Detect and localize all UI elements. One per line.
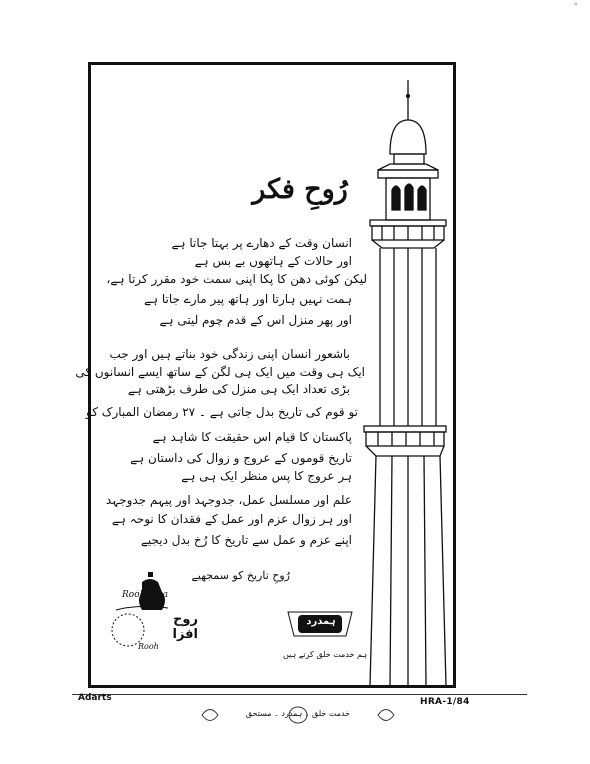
poem-line: ہمت نہیں ہارتا اور ہاتھ پیر مارے جاتا ہے [143,292,352,306]
ad-code: HRA-1/84 [420,697,470,707]
rooh-afza-script-text: Rooh Afza [122,590,169,600]
closing-line: رُوحِ تاریخ کو سمجھیے [191,569,290,582]
poem-line: ایک ہی وقت میں ایک ہی لگن کے ساتھ ایسے انسانوں کی [75,365,365,379]
minaret-illustration [360,78,450,686]
poem-line: لیکن کوئی دھن کا پکا اپنی سمت خود مقرر کرتا ہے، [106,272,367,286]
hamdard-tagline: ہم خدمت خلق کرتے ہیں [282,650,368,659]
footer-rule [72,694,527,695]
poem-line: اور حالات کے ہاتھوں بے بس ہے [194,254,352,268]
poem-line: ہر عروج کا پس منظر ایک ہی ہے [181,469,352,483]
poem-line: باشعور انسان اپنی زندگی خود بناتے ہیں اور جب [109,347,350,361]
agency-credit: Adarts [78,693,112,703]
poem-line: تاریخ قوموں کے عروج و زوال کی داستان ہے [130,451,352,465]
hamdard-logo-text: ہمدرد [306,616,336,627]
rooh-afza-bottom-text: Rooh [138,642,159,651]
footer-urdu-text: خدمت خلق ۔ ہمدرد ۔ مستحق [245,709,351,718]
poem-line: تو قوم کی تاریخ بدل جاتی ہے ۔ ۲۷ رمضان المبارک کو [86,405,358,419]
poem-line: بڑی تعداد ایک ہی منزل کی طرف بڑھتی ہے [127,382,350,396]
corner-mark: ° [573,2,578,12]
poem-line: اور ہر زوال عزم اور عمل کے فقدان کا نوحہ ہے [111,512,352,526]
poem-line: اور پھر منزل اس کے قدم چوم لیتی ہے [159,313,352,327]
rooh-afza-logo [108,568,198,662]
rooh-afza-urdu-text: روح افزا [172,612,198,642]
poem-line: اپنے عزم و عمل سے تاریخ کا رُخ بدل دیجیے [140,533,352,547]
poem-line: انسان وقت کے دھارے پر بہتا جاتا ہے [171,236,352,250]
poem-line: پاکستان کا قیام اس حقیقت کا شاہد ہے [152,430,352,444]
poem-line: علم اور مسلسل عمل، جدوجہد اور پیہم جدوجہد [105,493,352,507]
headline-title: رُوحِ فکر [252,174,348,205]
